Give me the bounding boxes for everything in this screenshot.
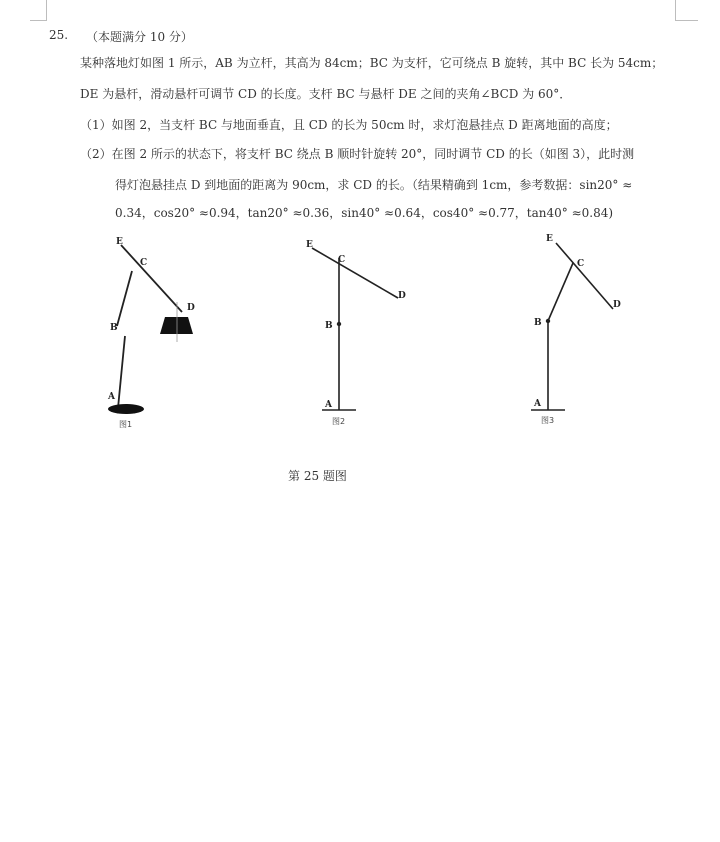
problem-intro-line-2: DE 为悬杆，滑动悬杆可调节 CD 的长度。支杆 BC 与悬杆 DE 之间的夹角∠BCD 为 60°． xyxy=(80,87,572,101)
fig1-label-c: C xyxy=(140,258,148,268)
fig3-arm-bc xyxy=(548,263,573,321)
question-header: （本题满分 10 分） xyxy=(86,30,193,44)
problem-part-2-line-2: 得灯泡悬挂点 D 到地面的距离为 90cm，求 CD 的长。（结果精确到 1cm，参考数据：sin20° ≈ xyxy=(115,178,633,192)
fig3-label-b: B xyxy=(534,318,542,328)
fig1-base xyxy=(108,404,144,414)
figure-1 xyxy=(107,237,195,429)
fig1-label-b: B xyxy=(110,323,118,333)
figure-caption: 第 25 题图 xyxy=(288,469,347,483)
fig2-label-a: A xyxy=(325,400,332,410)
figure-2 xyxy=(306,240,406,426)
fig1-pole-ab xyxy=(118,336,125,408)
fig1-arm-bc xyxy=(117,271,132,326)
fig3-rod-de xyxy=(556,243,613,309)
fig3-label-c: C xyxy=(577,259,585,269)
fig1-lamp-shade xyxy=(160,317,193,334)
problem-part-2-line-3: 0.34，cos20° ≈0.94，tan20° ≈0.36，sin40° ≈0.64，cos40° ≈0.77，tan40° ≈0.84) xyxy=(115,206,614,220)
figure-3 xyxy=(531,234,621,425)
fig2-label-b: B xyxy=(325,321,333,331)
fig1-label-a: A xyxy=(108,392,115,402)
fig1-caption: 图1 xyxy=(119,420,133,429)
fig2-label-c: C xyxy=(338,255,346,265)
problem-part-1: （1）如图 2，当支杆 BC 与地面垂直，且 CD 的长为 50cm 时，求灯泡悬挂点 D 距离地面的高度； xyxy=(80,118,618,132)
fig3-label-a: A xyxy=(534,399,541,409)
problem-intro-line-1: 某种落地灯如图 1 所示，AB 为立杆，其高为 84cm；BC 为支杆，它可绕点 B 旋转，其中 BC 长为 54cm； xyxy=(80,56,664,70)
fig2-point-b xyxy=(337,322,341,326)
fig1-label-e: E xyxy=(116,237,123,247)
fig2-caption: 图2 xyxy=(332,417,346,426)
problem-part-2-line-1: （2）在图 2 所示的状态下，将支杆 BC 绕点 B 顺时针旋转 20°，同时调节 CD 的长（如图 3），此时测 xyxy=(80,147,635,161)
fig1-label-d: D xyxy=(187,303,195,313)
question-number: 25. xyxy=(49,28,69,42)
fig3-label-d: D xyxy=(613,300,621,310)
fig2-rod-de xyxy=(312,248,398,298)
fig2-label-d: D xyxy=(398,291,406,301)
fig3-label-e: E xyxy=(546,234,553,244)
fig3-point-b xyxy=(546,319,550,323)
fig3-caption: 图3 xyxy=(541,416,555,425)
fig2-label-e: E xyxy=(306,240,313,250)
